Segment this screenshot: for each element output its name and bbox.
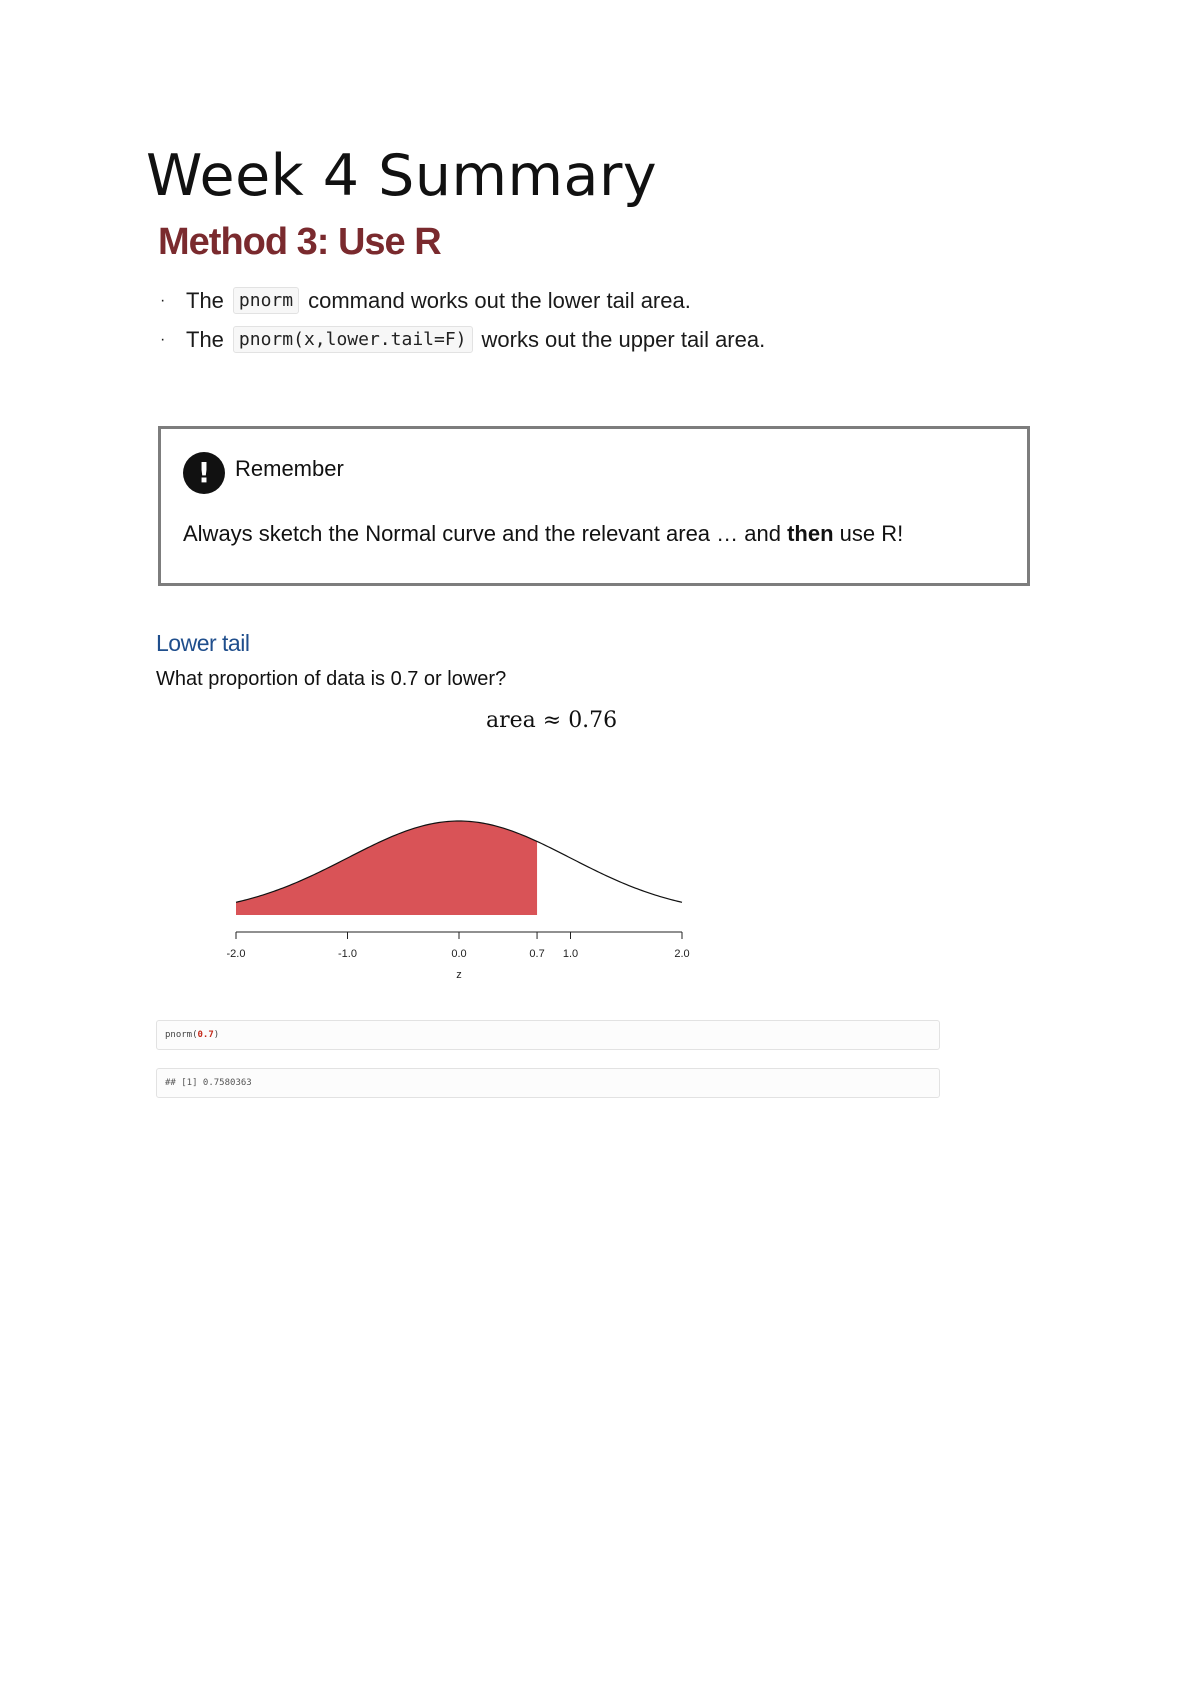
bullet-dot-icon: · [160, 291, 166, 309]
callout-body-bold: then [787, 521, 834, 546]
inline-code: pnorm(x,lower.tail=F) [233, 326, 473, 353]
x-tick-label: -2.0 [226, 948, 246, 960]
bullet-text-before: The [186, 326, 224, 352]
bullet-pnorm [160, 281, 765, 320]
section-heading: Method 3: Use R [158, 221, 441, 263]
area-formula: area ≈ 0.76 [486, 708, 618, 733]
callout-title: Remember [235, 456, 344, 481]
r-code-output: ## [1] 0.7580363 [156, 1068, 940, 1098]
code-arg: 0.7 [197, 1030, 214, 1040]
lower-tail-heading: Lower tail [156, 630, 250, 656]
bullet-dot-icon: · [160, 330, 166, 348]
bullet-list [160, 281, 765, 359]
remember-callout [158, 426, 1030, 586]
normal-curve-chart [200, 790, 740, 990]
x-axis-label: z [456, 969, 462, 981]
callout-body [183, 521, 903, 547]
bullet-pnorm-upper [160, 320, 765, 359]
callout-body-before: Always sketch the Normal curve and the relevant area … and [183, 521, 781, 546]
shaded-area [236, 821, 537, 915]
code-fn: pnorm( [165, 1030, 198, 1040]
x-tick-label: -1.0 [338, 948, 357, 960]
inline-code: pnorm [233, 287, 299, 314]
exclamation-icon: ! [183, 452, 225, 494]
x-tick-label: 2.0 [674, 948, 690, 960]
bullet-text-after: works out the upper tail area. [481, 326, 766, 352]
x-tick-label: 1.0 [562, 948, 579, 960]
x-tick-label: 0.0 [451, 948, 467, 960]
bullet-text-after: command works out the lower tail area. [308, 287, 691, 313]
page-title: Week 4 Summary [146, 143, 658, 209]
code-close: ) [213, 1030, 220, 1040]
bullet-text-before: The [186, 287, 224, 313]
lower-tail-question: What proportion of data is 0.7 or lower? [156, 668, 507, 690]
r-code-input [156, 1020, 940, 1050]
x-tick-label: 0.7 [529, 948, 545, 960]
callout-body-after: use R! [839, 521, 904, 546]
